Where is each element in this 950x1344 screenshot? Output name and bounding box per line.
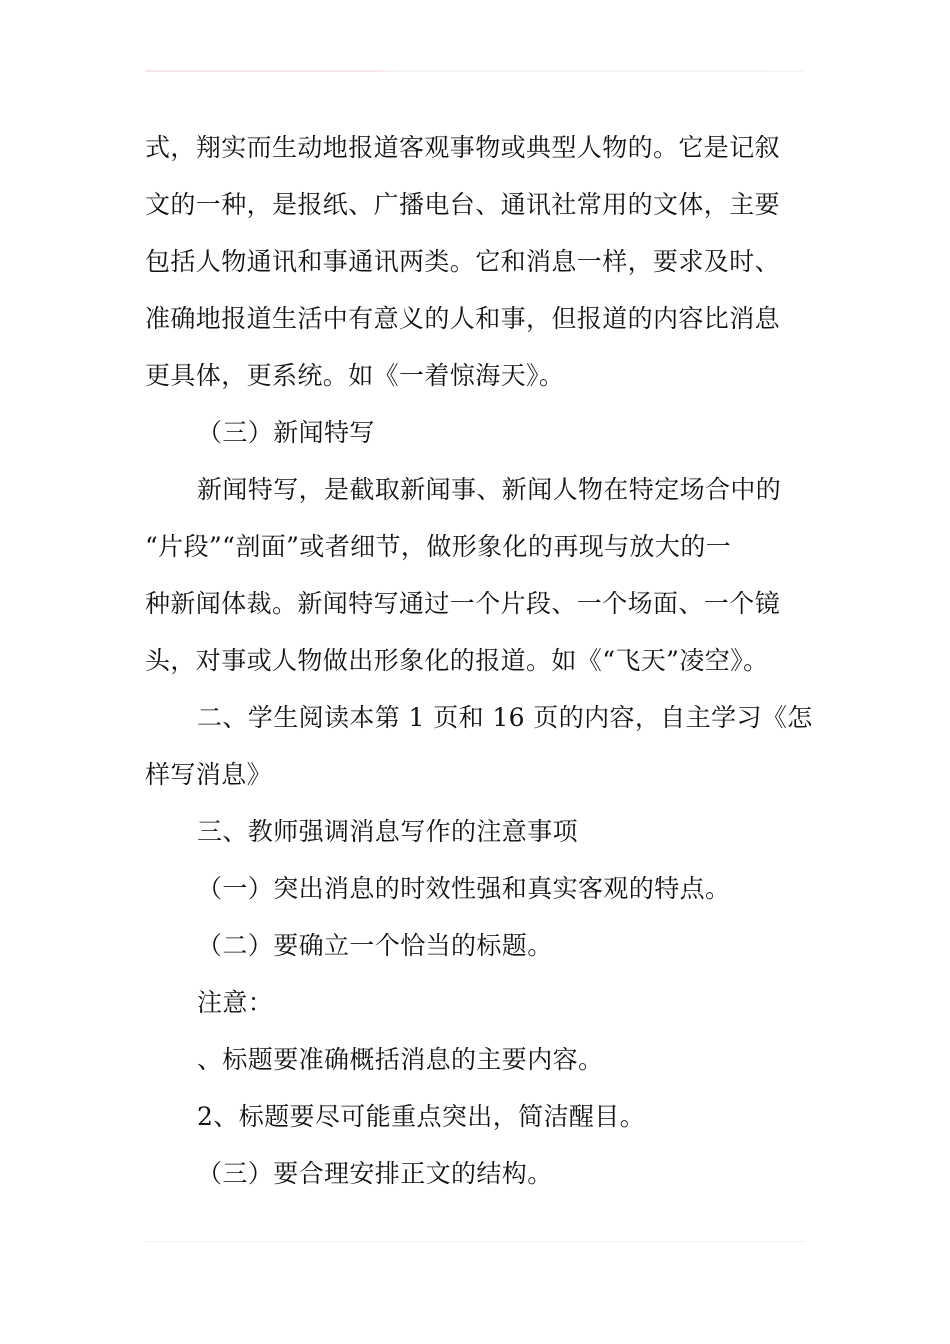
- section-heading-feature: （三）新闻特写: [197, 418, 375, 447]
- footer-rule: [145, 1241, 805, 1242]
- paragraph-line-4: 准确地报道生活中有意义的人和事，但报道的内容比消息: [145, 304, 781, 333]
- note-item-1: 、标题要准确概括消息的主要内容。: [197, 1045, 604, 1074]
- paragraph-line-1: 式，翔实而生动地报道客观事物或典型人物的。它是记叙: [145, 133, 781, 162]
- section-heading-notes: 三、教师强调消息写作的注意事项: [197, 817, 579, 846]
- paragraph-line-7: 新闻特写，是截取新闻事、新闻人物在特定场合中的: [197, 475, 782, 504]
- paragraph-line-2: 文的一种，是报纸、广播电台、通讯社常用的文体，主要: [145, 190, 781, 219]
- paragraph-line-11: 二、学生阅读本第 1 页和 16 页的内容，自主学习《怎: [197, 703, 813, 732]
- paragraph-line-12: 样写消息》: [145, 760, 273, 789]
- list-item-3: （三）要合理安排正文的结构。: [197, 1159, 553, 1188]
- paragraph-line-9: 种新闻体裁。新闻特写通过一个片段、一个场面、一个镜: [145, 589, 781, 618]
- note-item-2: 2、标题要尽可能重点突出，简洁醒目。: [197, 1102, 646, 1131]
- list-item-1: （一）突出消息的时效性强和真实客观的特点。: [197, 874, 731, 903]
- list-item-2: （二）要确立一个恰当的标题。: [197, 931, 553, 960]
- note-label: 注意：: [197, 988, 274, 1017]
- paragraph-line-3: 包括人物通讯和事通讯两类。它和消息一样，要求及时、: [145, 247, 781, 276]
- header-rule: [145, 70, 805, 72]
- paragraph-line-8: “片段”“剖面”或者细节，做形象化的再现与放大的一: [145, 532, 732, 561]
- paragraph-line-10: 头，对事或人物做出形象化的报道。如《“飞天”凌空》。: [145, 646, 769, 675]
- paragraph-line-5: 更具体，更系统。如《一着惊海天》。: [145, 361, 565, 390]
